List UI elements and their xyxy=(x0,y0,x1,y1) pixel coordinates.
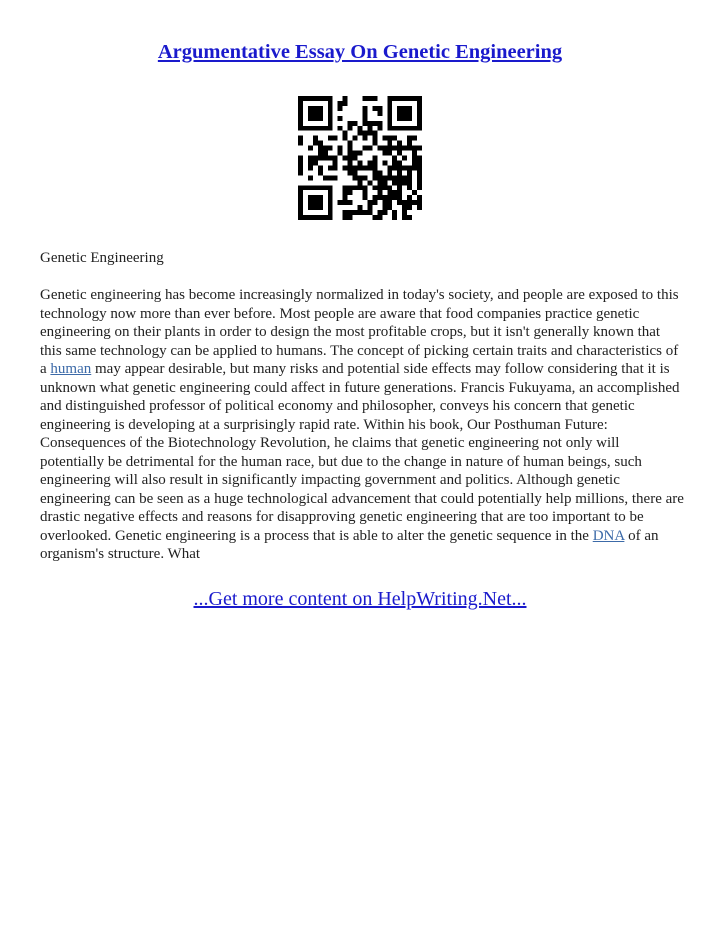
qr-module xyxy=(367,210,372,215)
qr-module xyxy=(417,195,422,200)
qr-module xyxy=(328,156,333,161)
qr-module xyxy=(397,200,402,205)
qr-module xyxy=(298,136,303,141)
qr-module xyxy=(402,165,407,170)
qr-module xyxy=(412,136,417,141)
qr-module xyxy=(308,156,313,161)
qr-module xyxy=(412,165,417,170)
dna-link[interactable]: DNA xyxy=(592,527,625,544)
qr-module xyxy=(387,200,392,205)
qr-module xyxy=(382,146,387,151)
qr-module xyxy=(333,156,338,161)
qr-module xyxy=(367,121,372,126)
qr-module xyxy=(362,136,367,141)
qr-module xyxy=(397,165,402,170)
qr-module xyxy=(392,215,397,220)
qr-module xyxy=(338,126,343,131)
qr-module xyxy=(333,175,338,180)
qr-module xyxy=(407,200,412,205)
qr-module xyxy=(348,200,353,205)
qr-module xyxy=(412,190,417,195)
qr-module xyxy=(387,151,392,156)
qr-module xyxy=(318,156,323,161)
qr-module xyxy=(328,136,333,141)
qr-module xyxy=(308,146,313,151)
qr-module xyxy=(407,205,412,210)
qr-module xyxy=(353,165,358,170)
qr-module xyxy=(407,175,412,180)
qr-module xyxy=(298,170,303,175)
qr-module xyxy=(417,200,422,205)
qr-module xyxy=(328,146,333,151)
qr-module xyxy=(348,121,353,126)
qr-module xyxy=(358,185,363,190)
qr-module xyxy=(417,146,422,151)
qr-module xyxy=(343,136,348,141)
qr-module xyxy=(362,165,367,170)
essay-text-part-3: of an organism's structure. What xyxy=(40,527,659,562)
qr-module xyxy=(362,111,367,116)
qr-module xyxy=(417,160,422,165)
qr-module xyxy=(323,175,328,180)
qr-module xyxy=(372,156,377,161)
qr-module xyxy=(367,205,372,210)
qr-module xyxy=(338,116,343,121)
qr-module xyxy=(402,146,407,151)
qr-module xyxy=(372,106,377,111)
qr-module xyxy=(382,210,387,215)
qr-module xyxy=(323,151,328,156)
human-link[interactable]: human xyxy=(50,361,92,377)
qr-module xyxy=(372,136,377,141)
qr-module xyxy=(377,126,382,131)
qr-module xyxy=(362,96,367,101)
qr-module xyxy=(298,141,303,146)
qr-module xyxy=(338,200,343,205)
qr-module xyxy=(412,151,417,156)
qr-module xyxy=(348,151,353,156)
qr-module xyxy=(348,210,353,215)
qr-module xyxy=(367,131,372,136)
qr-module xyxy=(367,180,372,185)
qr-module xyxy=(348,141,353,146)
qr-module xyxy=(412,200,417,205)
qr-module xyxy=(358,180,363,185)
qr-module xyxy=(417,165,422,170)
qr-module xyxy=(372,195,377,200)
more-content-cta[interactable] xyxy=(0,586,720,612)
qr-module xyxy=(382,180,387,185)
qr-module xyxy=(372,215,377,220)
qr-module xyxy=(412,160,417,165)
qr-module xyxy=(377,210,382,215)
qr-module xyxy=(318,165,323,170)
qr-module xyxy=(353,151,358,156)
qr-module xyxy=(333,160,338,165)
qr-module xyxy=(318,151,323,156)
essay-heading: Genetic Engineering xyxy=(40,250,164,266)
qr-module xyxy=(318,170,323,175)
qr-module xyxy=(402,215,407,220)
qr-module xyxy=(353,136,358,141)
qr-module xyxy=(397,160,402,165)
title-link[interactable]: Argumentative Essay On Genetic Engineering xyxy=(157,41,563,63)
qr-module xyxy=(343,185,348,190)
qr-module xyxy=(313,156,318,161)
qr-module xyxy=(417,156,422,161)
qr-module xyxy=(372,121,377,126)
qr-module xyxy=(367,200,372,205)
qr-module xyxy=(362,131,367,136)
qr-module xyxy=(372,160,377,165)
qr-module xyxy=(343,165,348,170)
qr-module xyxy=(377,121,382,126)
qr-module xyxy=(367,126,372,131)
qr-module xyxy=(348,215,353,220)
qr-module xyxy=(402,210,407,215)
qr-module xyxy=(407,185,412,190)
qr-module xyxy=(362,121,367,126)
qr-module xyxy=(372,141,377,146)
qr-module xyxy=(367,96,372,101)
qr-module xyxy=(412,156,417,161)
qr-module xyxy=(333,136,338,141)
qr-module xyxy=(407,136,412,141)
qr-module xyxy=(343,131,348,136)
qr-code-icon xyxy=(298,96,422,220)
qr-module xyxy=(407,170,412,175)
qr-module xyxy=(402,175,407,180)
qr-module xyxy=(343,156,348,161)
qr-module xyxy=(377,170,382,175)
qr-module xyxy=(343,195,348,200)
qr-module xyxy=(402,205,407,210)
qr-module xyxy=(318,146,323,151)
qr-module xyxy=(377,146,382,151)
qr-module xyxy=(372,96,377,101)
qr-module xyxy=(323,146,328,151)
qr-module xyxy=(387,136,392,141)
qr-module xyxy=(348,160,353,165)
qr-module xyxy=(417,185,422,190)
qr-module xyxy=(323,156,328,161)
qr-module xyxy=(308,165,313,170)
qr-module xyxy=(367,146,372,151)
qr-module xyxy=(362,146,367,151)
qr-module xyxy=(407,146,412,151)
qr-module xyxy=(353,121,358,126)
qr-module xyxy=(333,165,338,170)
qr-module xyxy=(402,156,407,161)
qr-module xyxy=(348,190,353,195)
qr-module xyxy=(417,205,422,210)
qr-module xyxy=(387,146,392,151)
qr-module xyxy=(372,165,377,170)
qr-module xyxy=(377,111,382,116)
qr-module xyxy=(348,156,353,161)
get-more-content-link[interactable]: ...Get more content on HelpWriting.Net... xyxy=(193,588,527,610)
qr-module xyxy=(362,106,367,111)
qr-module xyxy=(382,160,387,165)
qr-module xyxy=(338,146,343,151)
qr-module xyxy=(313,141,318,146)
qr-module xyxy=(358,126,363,131)
qr-module xyxy=(358,210,363,215)
qr-module xyxy=(308,160,313,165)
qr-module xyxy=(402,200,407,205)
qr-module xyxy=(372,170,377,175)
qr-module xyxy=(298,160,303,165)
qr-module xyxy=(407,165,412,170)
qr-module xyxy=(343,190,348,195)
qr-module xyxy=(392,190,397,195)
qr-alignment-center xyxy=(387,185,392,190)
qr-module xyxy=(308,175,313,180)
qr-module xyxy=(392,210,397,215)
qr-module xyxy=(358,160,363,165)
qr-module xyxy=(358,131,363,136)
qr-module xyxy=(382,200,387,205)
qr-module xyxy=(298,165,303,170)
qr-module xyxy=(372,131,377,136)
qr-module xyxy=(392,156,397,161)
qr-module xyxy=(358,151,363,156)
qr-module xyxy=(353,170,358,175)
qr-module xyxy=(392,180,397,185)
qr-module xyxy=(348,126,353,131)
qr-module xyxy=(348,185,353,190)
qr-module xyxy=(382,151,387,156)
qr-module xyxy=(358,175,363,180)
qr-module xyxy=(377,106,382,111)
qr-module xyxy=(387,141,392,146)
qr-module xyxy=(328,175,333,180)
qr-module xyxy=(417,175,422,180)
qr-module xyxy=(387,165,392,170)
qr-module xyxy=(417,180,422,185)
qr-module xyxy=(338,101,343,106)
qr-module xyxy=(353,156,358,161)
qr-module xyxy=(328,165,333,170)
qr-module xyxy=(343,101,348,106)
qr-module xyxy=(387,170,392,175)
qr-module xyxy=(362,210,367,215)
qr-module xyxy=(362,190,367,195)
qr-module xyxy=(348,170,353,175)
qr-module xyxy=(392,160,397,165)
qr-module xyxy=(358,205,363,210)
qr-module xyxy=(318,141,323,146)
essay-body xyxy=(40,286,685,564)
qr-module xyxy=(412,146,417,151)
qr-module xyxy=(362,116,367,121)
qr-module xyxy=(353,185,358,190)
qr-module xyxy=(397,141,402,146)
qr-module xyxy=(407,215,412,220)
qr-module xyxy=(407,141,412,146)
qr-module xyxy=(338,106,343,111)
qr-module xyxy=(353,210,358,215)
qr-module xyxy=(407,195,412,200)
essay-text-part-1: Genetic engineering has become increasingly normalized in today's society, and people are exposed to this technology now more than ever before. Most people are aware that food companies practice genetic engineering on their plants in order to design the most profitable crops, but it isn't generally known that this same technology can be applied to humans. The concept of picking certain traits and characteristics of a xyxy=(40,287,679,377)
qr-module xyxy=(392,165,397,170)
qr-module xyxy=(343,215,348,220)
qr-module xyxy=(397,170,402,175)
qr-module xyxy=(362,175,367,180)
qr-module xyxy=(343,96,348,101)
qr-module xyxy=(367,165,372,170)
page-title[interactable] xyxy=(0,38,720,66)
qr-module xyxy=(367,160,372,165)
qr-module xyxy=(372,175,377,180)
qr-module xyxy=(362,195,367,200)
essay-content xyxy=(40,249,685,564)
qr-module xyxy=(387,190,392,195)
qr-module xyxy=(387,205,392,210)
qr-module xyxy=(372,185,377,190)
qr-module xyxy=(358,165,363,170)
qr-module xyxy=(392,146,397,151)
qr-module xyxy=(353,175,358,180)
qr-module xyxy=(417,170,422,175)
qr-module xyxy=(348,165,353,170)
qr-module xyxy=(382,136,387,141)
qr-module xyxy=(348,146,353,151)
qr-module xyxy=(372,200,377,205)
qr-module xyxy=(382,205,387,210)
qr-module xyxy=(397,146,402,151)
qr-module xyxy=(362,185,367,190)
essay-text-part-2: may appear desirable, but many risks and potential side effects may follow considering that it is unknown what genetic engineering could affect in future generations. Francis Fukuyama, an accomplished and distinguished professor of political economy and philosopher, conveys his concern that genetic engineering is developing at a surprisingly rapid rate. Within his book, Our Posthuman Future: Consequences of the Biotechnology Revolution, he claims that genetic engineering not only will potentially be detrimental for the human race, but due to the change in nature of human beings, such engineering will also result in significantly impacting government and politics. Although genetic engineering can be seen as a huge technological advancement that could potentially help millions, there are drastic negative effects and reasons for disapproving genetic engineering that are too important to be overlooked. Genetic engineering is a process that is able to alter the genetic sequence in the xyxy=(40,361,684,544)
qr-module xyxy=(313,160,318,165)
qr-module xyxy=(397,151,402,156)
qr-module xyxy=(407,180,412,185)
qr-module xyxy=(392,136,397,141)
qr-module xyxy=(313,136,318,141)
qr-module xyxy=(402,180,407,185)
qr-module xyxy=(343,210,348,215)
qr-module xyxy=(298,156,303,161)
qr-module xyxy=(377,215,382,220)
qr-module xyxy=(382,185,387,190)
qr-module xyxy=(338,151,343,156)
qr-module xyxy=(343,200,348,205)
